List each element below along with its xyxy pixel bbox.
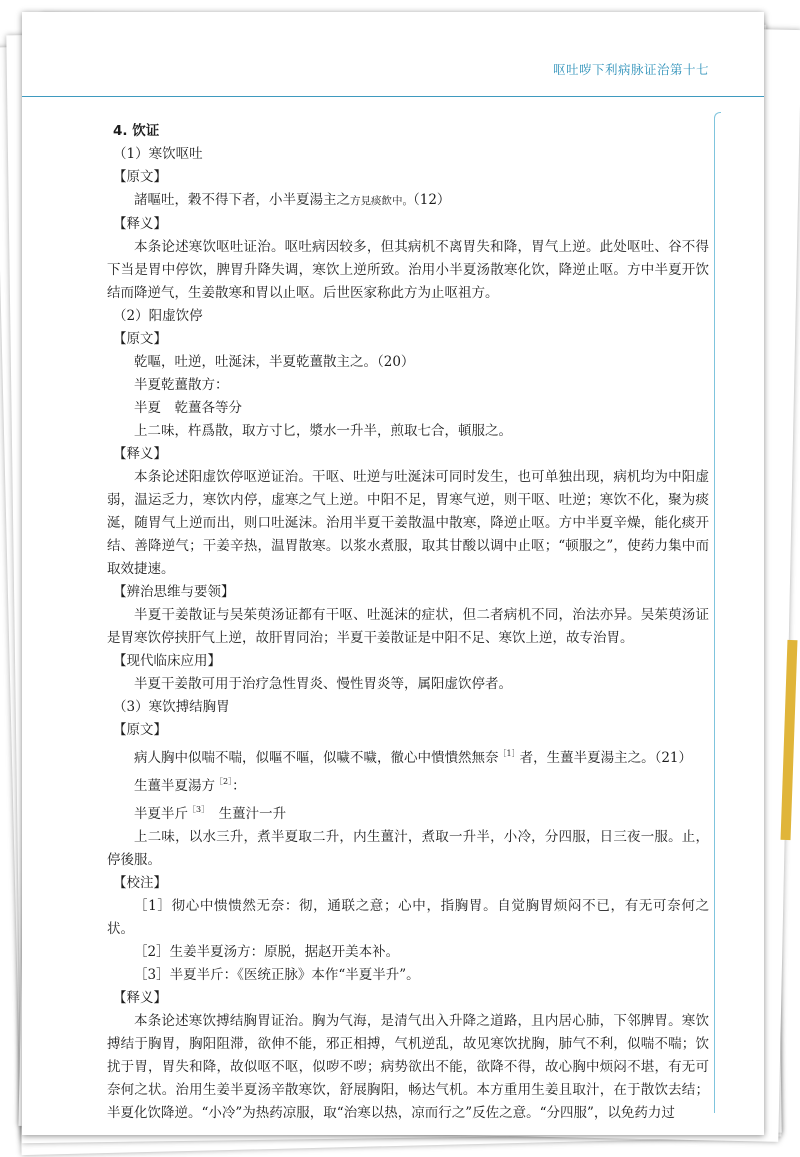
formula-title-text: 生薑半夏湯方 <box>134 778 215 794</box>
original-text-note: 方見痰飲中。 <box>350 195 413 207</box>
original-text-main: 諸嘔吐，穀不得下者，小半夏湯主之 <box>134 192 350 208</box>
modern-use-paragraph: 半夏干姜散可用于治疗急性胃炎、慢性胃炎等，属阳虚饮停者。 <box>134 676 512 692</box>
jiaozhu-tag: 【校注】 <box>113 875 167 891</box>
section-heading: 4. 饮证 <box>113 123 160 139</box>
subsection-heading: （3）寒饮搏结胸胃 <box>113 699 230 715</box>
original-text <box>107 742 709 770</box>
subsection-heading: （1）寒饮呕吐 <box>113 146 203 162</box>
shiyi-tag: 【释义】 <box>113 216 167 232</box>
formula-herbs: 半夏 乾薑各等分 <box>134 400 242 416</box>
bianzhi-paragraph: 半夏干姜散证与吴茱萸汤证都有干呕、吐涎沫的症状，但二者病机不同，治法亦异。吴茱萸汤证是胃寒饮停挟肝气上逆，故肝胃同治；半夏干姜散证是中阳不足、寒饮上逆，故专治胃。 <box>107 607 709 646</box>
original-text-part: 者，生薑半夏湯主之。（21） <box>519 750 693 766</box>
formula-title <box>107 770 709 798</box>
note-marker: ［1］ <box>498 749 520 758</box>
yuanwen-tag: 【原文】 <box>113 331 167 347</box>
formula-title: 半夏乾薑散方： <box>134 377 229 393</box>
herb-2: 生薑汁一升 <box>205 806 287 822</box>
original-text: 乾嘔，吐逆，吐涎沫，半夏乾薑散主之。（20） <box>134 354 415 370</box>
formula-herbs <box>107 798 709 826</box>
shiyi-tag: 【释义】 <box>113 446 167 462</box>
interpretation-paragraph: 本条论述阳虚饮停呕逆证治。干呕、吐逆与吐涎沫可同时发生，也可单独出现，病机均为中阳虚弱，温运乏力，寒饮内停，虚寒之气上逆。中阳不足，胃寒气逆，则干呕、吐逆；寒饮不化，聚为痰涎，随胃气上逆而出，则口吐涎沫。治用半夏干姜散温中散寒，降逆止呕。方中半夏辛燥，能化痰开结、善降逆气；干姜辛热，温胃散寒。以浆水煮服，取其甘酸以调中止呕；“顿服之”，使药力集中而取效捷速。 <box>107 469 709 577</box>
header-rule <box>22 96 764 97</box>
note-marker: ［3］ <box>188 805 206 814</box>
bianzhi-tag: 【辨治思维与要领】 <box>113 584 235 600</box>
yuanwen-tag: 【原文】 <box>113 169 167 185</box>
formula-method: 上二味，杵爲散，取方寸匕，漿水一升半，煎取七合，頓服之。 <box>134 423 512 439</box>
original-text-part: 病人胸中似喘不喘，似嘔不嘔，似噦不噦，徹心中憒憒然無奈 <box>134 750 499 766</box>
book-page <box>22 12 764 1135</box>
formula-title-colon: ： <box>232 778 246 794</box>
clause-number: （12） <box>413 192 451 208</box>
subsection-heading: （2）阳虚饮停 <box>113 308 203 324</box>
herb-1: 半夏半斤 <box>134 806 188 822</box>
interpretation-paragraph: 本条论述寒饮呕吐证治。呕吐病因较多，但其病机不离胃失和降，胃气上逆。此处呕吐、谷不得下当是胃中停饮，脾胃升降失调，寒饮上逆所致。治用小半夏汤散寒化饮，降逆止呕。方中半夏开饮结而降逆气，生姜散寒和胃以止呕。后世医家称此方为止呕祖方。 <box>107 239 709 301</box>
yuanwen-tag: 【原文】 <box>113 722 167 738</box>
margin-bar <box>714 112 721 1113</box>
note-marker: ［2］ <box>215 777 233 786</box>
formula-method: 上二味，以水三升，煮半夏取二升，内生薑汁，煮取一升半，小冷，分四服，日三夜一服。止，停後服。 <box>107 829 709 868</box>
page-body <box>107 120 709 1125</box>
running-head: 呕吐哕下利病脉证治第十七 <box>552 62 709 77</box>
collation-note: ［2］生姜半夏汤方：原脱，据赵开美本补。 <box>134 944 400 960</box>
modern-use-tag: 【现代临床应用】 <box>113 653 221 669</box>
interpretation-paragraph: 本条论述寒饮搏结胸胃证治。胸为气海，是清气出入升降之道路，且内居心肺，下邻脾胃。寒饮搏结于胸胃，胸阳阻滞，欲伸不能，邪正相搏，气机逆乱，故见寒饮扰胸，肺气不利，似喘不喘；饮扰于胃，胃失和降，故似呕不呕，似哕不哕；病势欲出不能，欲降不得，故心胸中烦闷不堪，有无可奈何之状。治用生姜半夏汤辛散寒饮，舒展胸阳，畅达气机。本方重用生姜且取汁，在于散饮去结；半夏化饮降逆。“小冷”为热药凉服，取“治寒以热，凉而行之”反佐之意。“分四服”，以免药力过 <box>107 1013 709 1121</box>
collation-note: ［1］彻心中愦愦然无奈：彻，通联之意；心中，指胸胃。自觉胸胃烦闷不已，有无可奈何之状。 <box>107 898 709 937</box>
original-text <box>107 189 709 213</box>
shiyi-tag: 【释义】 <box>113 990 167 1006</box>
collation-note: ［3］半夏半斤：《医统正脉》本作“半夏半升”。 <box>134 967 420 983</box>
